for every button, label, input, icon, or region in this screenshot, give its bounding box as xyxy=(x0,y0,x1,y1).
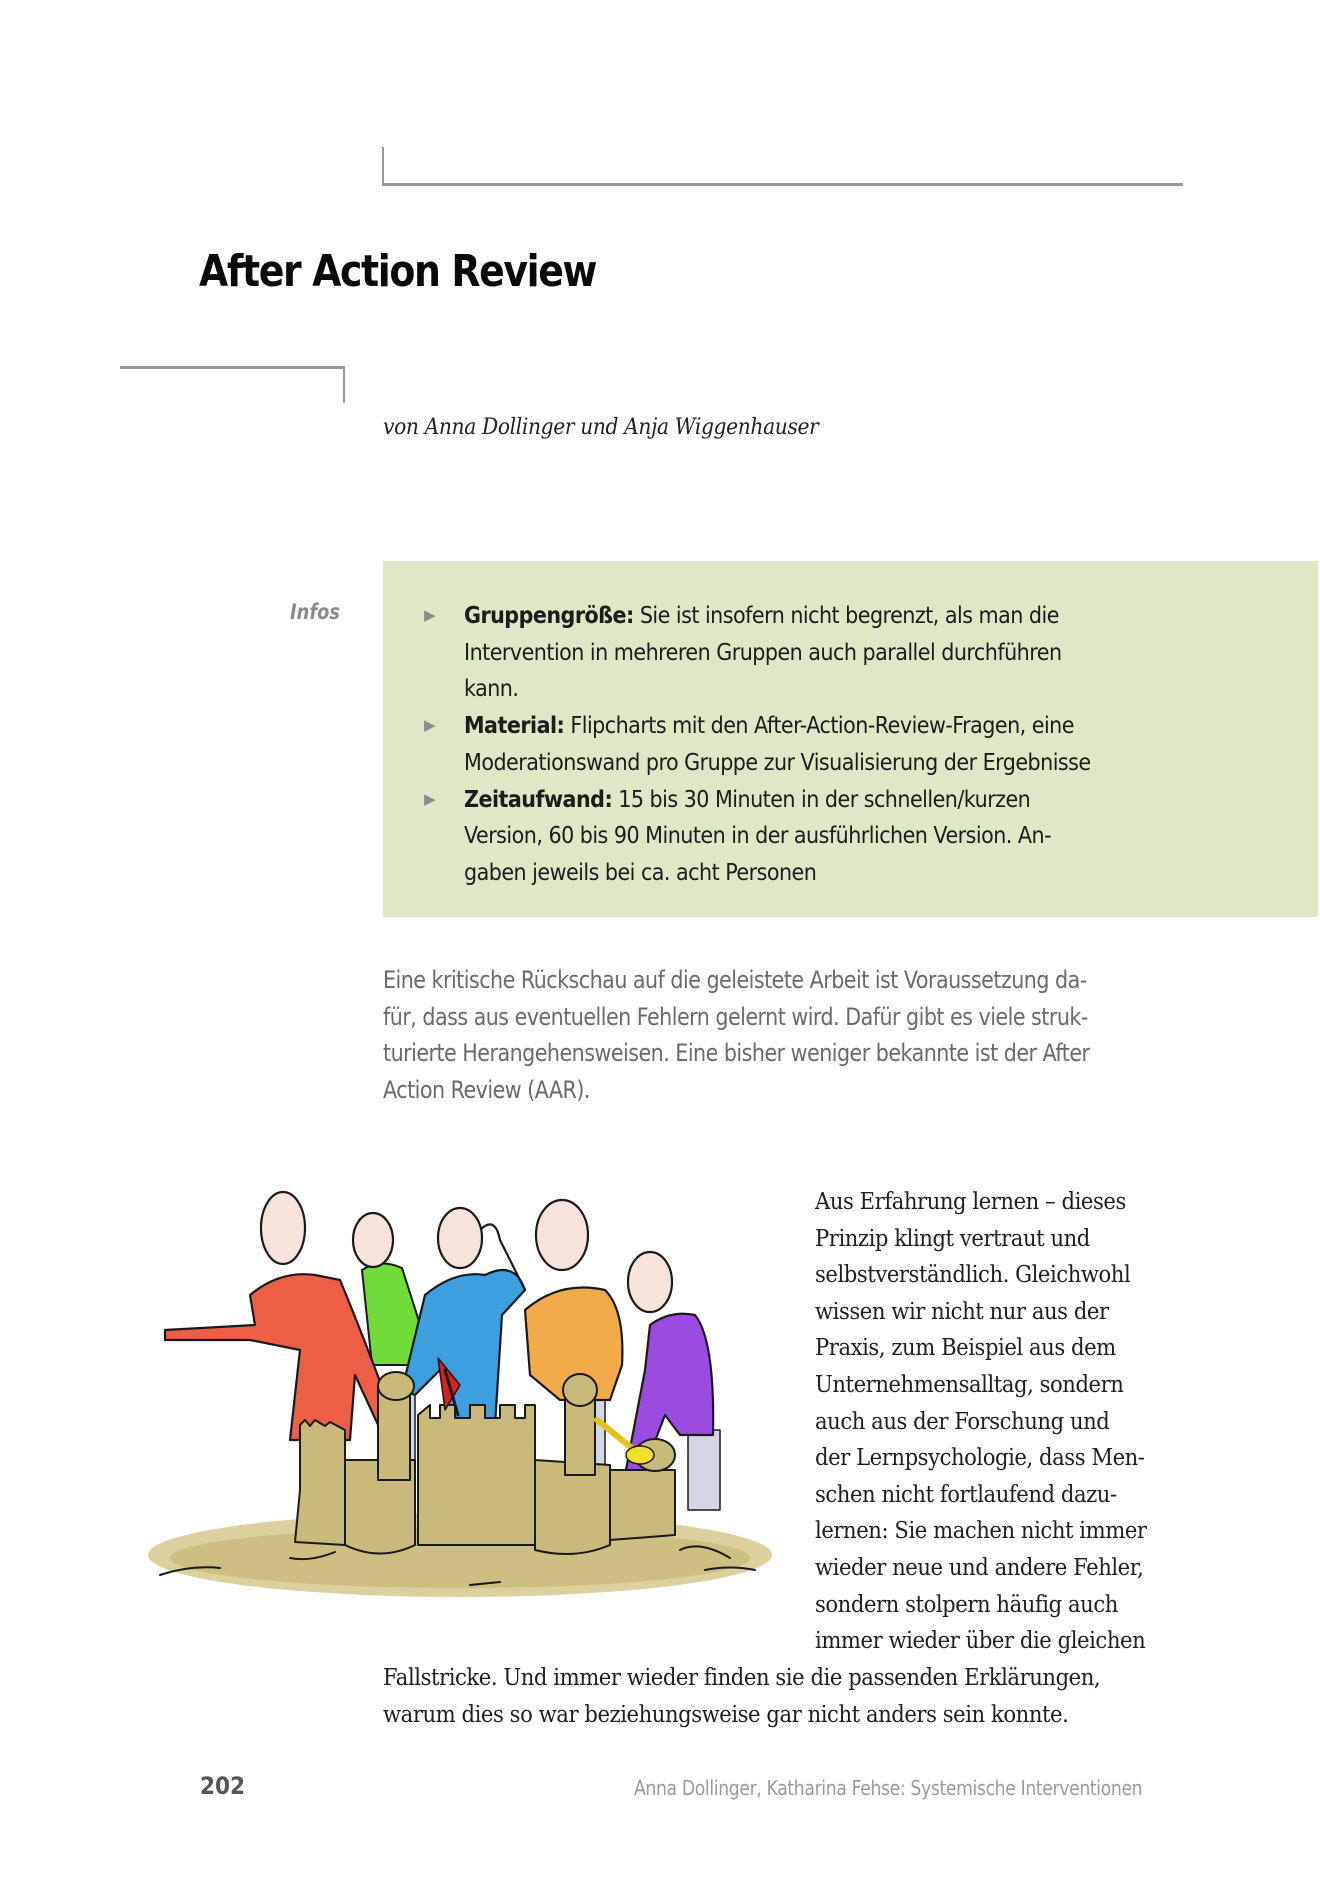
body-text-right-column: Aus Erfahrung lernen – dieses Prinzip klingt vertraut und selbstverständlich. Gleichwohl wissen wir nicht nur aus der Praxis, zum Beispiel aus dem Unternehmensalltag, sondern auch aus der Forschung und der Lernpsychologie, dass Men- schen nicht fortlaufend dazu- lernen: Sie machen nicht immer wieder neue und andere Fehler, sondern stolpern häufig auch immer wieder über die gleichen xyxy=(815,1187,1147,1655)
page-number: 202 xyxy=(200,1772,246,1800)
page-title: After Action Review xyxy=(199,246,597,297)
info-item-time: ▶ Zeitaufwand: 15 bis 30 Minuten in der schnellen/kurzen Version, 60 bis 90 Minuten in der ausführlichen Version. An- gaben jeweils bei ca. acht Personen xyxy=(383,781,1184,891)
byline: von Anna Dollinger und Anja Wiggenhauser xyxy=(383,415,819,440)
top-bracket-horizontal-rule xyxy=(382,183,1183,186)
infos-label: Infos xyxy=(290,600,341,624)
info-item-group-size: ▶ Gruppengröße: Sie ist insofern nicht begrenzt, als man die Intervention in mehreren Gruppen auch parallel durchführen kann. xyxy=(383,597,1184,707)
body-text-full-width: Fallstricke. Und immer wieder finden sie die passenden Erklärungen, warum dies so war beziehungsweise gar nicht anders sein konnte. xyxy=(383,1663,1101,1728)
info-item-material: ▶ Material: Flipcharts mit den After-Action-Review-Fragen, eine Moderationswand pro Gruppe zur Visualisierung der Ergebnisse xyxy=(383,707,1184,780)
lower-bracket-vertical-rule xyxy=(343,366,345,403)
info-box xyxy=(383,561,1318,917)
intro-paragraph: Eine kritische Rückschau auf die geleistete Arbeit ist Voraussetzung da- für, dass aus eventuellen Fehlern gelernt wird. Dafür gibt es viele struk- turierte Herangehensweisen. Eine bisher weniger bekannte ist der After Action Review (AAR). xyxy=(383,966,1090,1104)
triangle-right-icon: ▶ xyxy=(424,789,435,808)
book-reference: Anna Dollinger, Katharina Fehse: Systemische Interventionen xyxy=(634,1776,1143,1800)
info-item-label: Material: xyxy=(464,711,565,740)
info-item-label: Zeitaufwand: xyxy=(464,784,613,813)
top-bracket-vertical-rule xyxy=(382,147,384,185)
triangle-right-icon: ▶ xyxy=(424,716,435,735)
lower-bracket-horizontal-rule xyxy=(120,366,345,369)
info-item-label: Gruppengröße: xyxy=(464,601,634,629)
triangle-right-icon: ▶ xyxy=(424,606,435,624)
sandcastle-illustration xyxy=(140,1190,780,1605)
info-list xyxy=(383,597,1318,891)
